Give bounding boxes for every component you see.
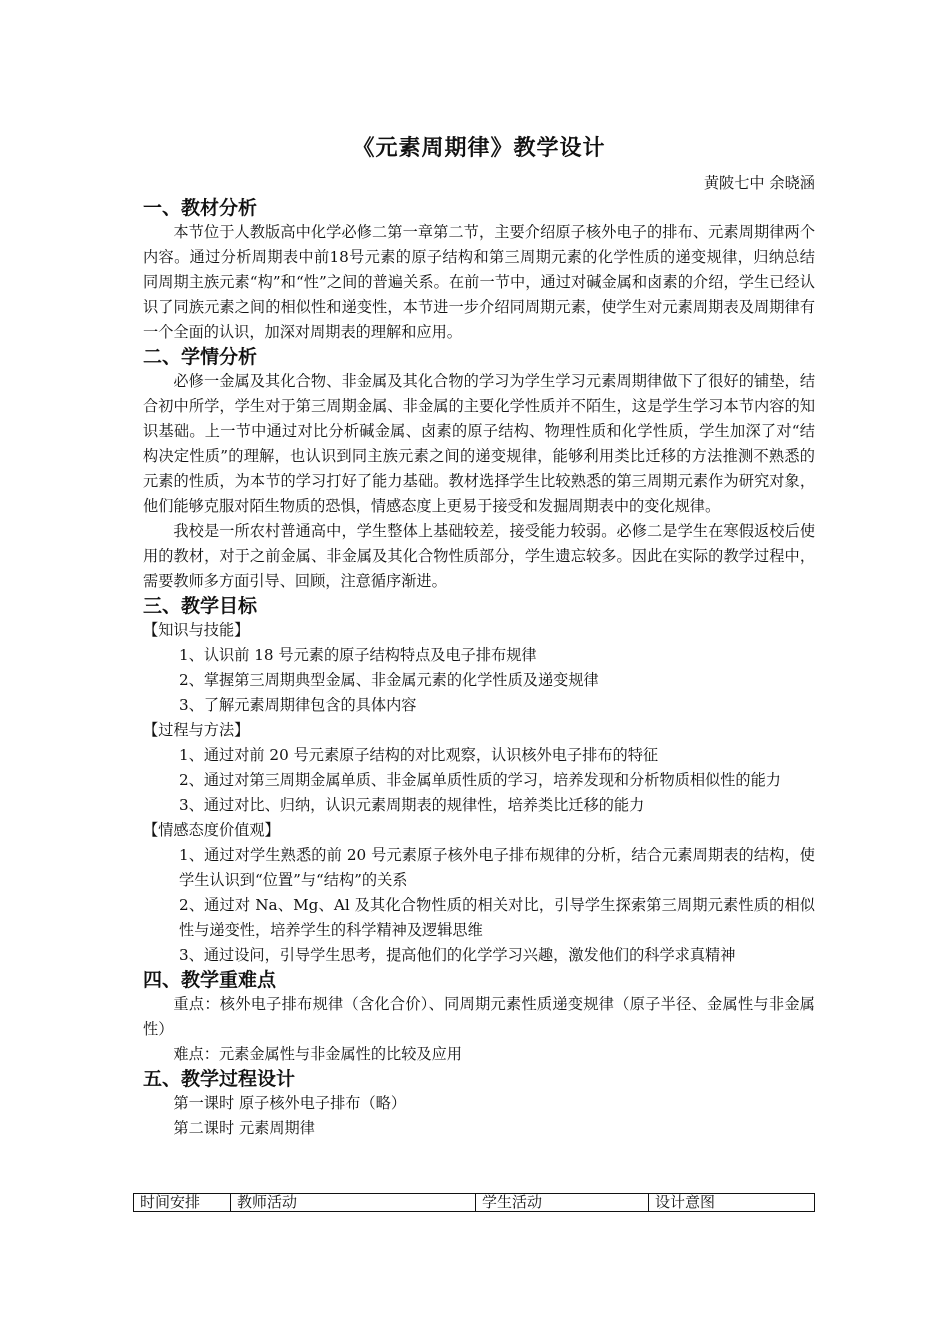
objective-item: 3、通过设问，引导学生思考，提高他们的化学学习兴趣，激发他们的科学求真精神 — [179, 946, 736, 964]
key-point-paragraph: 重点：核外电子排布规律（含化合价）、同周期元素性质递变规律（原子半径、金属性与非金属性） — [143, 995, 815, 1038]
textbook-analysis-paragraph: 本节位于人教版高中化学必修二第一章第二节，主要介绍原子核外电子的排布、元素周期律两个内容。通过分析周期表中前18号元素的原子结构和第三周期元素的化学性质的递变规律，归纳总结同周期主族元素“构”和“性”之间的普遍关系。在前一节中，通过对碱金属和卤素的介绍，学生已经认识了同族元素之间的相似性和递变性，本节进一步介绍同周期元素，使学生对元素周期表及周期律有一个全面的认识，加深对周期表的理解和应用。 — [143, 223, 815, 341]
objective-item: 2、掌握第三周期典型金属、非金属元素的化学性质及递变规律 — [179, 671, 599, 689]
table-header-cell: 时间安排 — [134, 1194, 231, 1212]
author-line: 黄陂七中 余晓涵 — [703, 174, 815, 192]
objective-category-process: 【过程与方法】 — [143, 721, 250, 739]
table-header-row — [134, 1194, 815, 1212]
student-analysis-paragraph-1: 必修一金属及其化合物、非金属及其化合物的学习为学生学习元素周期律做下了很好的铺垫，结合初中所学，学生对于第三周期金属、非金属的主要化学性质并不陌生，这是学生学习本节内容的知识基础。上一节中通过对比分析碱金属、卤素的原子结构、物理性质和化学性质，学生加深了对“结构决定性质”的理解，也认识到同主族元素之间的递变规律，能够利用类比迁移的方法推测不熟悉的元素的性质，为本节的学习打好了能力基础。教材选择学生比较熟悉的第三周期元素作为研究对象，他们能够克服对陌生物质的恐惧，情感态度上更易于接受和发掘周期表中的变化规律。 — [143, 372, 815, 515]
teaching-process-table — [133, 1193, 815, 1212]
table-header-cell: 学生活动 — [476, 1194, 649, 1212]
section-heading-objectives: 三、教学目标 — [143, 595, 258, 617]
lesson-one-line: 第一课时 原子核外电子排布（略） — [173, 1094, 407, 1112]
objective-item: 1、通过对学生熟悉的前 20 号元素原子核外电子排布规律的分析，结合元素周期表的结构，使学生认识到“位置”与“结构”的关系 — [179, 846, 815, 889]
section-heading-students: 二、学情分析 — [143, 346, 258, 368]
document-body — [143, 133, 815, 1141]
objective-category-knowledge: 【知识与技能】 — [143, 621, 250, 639]
lesson-two-line: 第二课时 元素周期律 — [173, 1119, 315, 1137]
document-title: 《元素周期律》教学设计 — [352, 135, 606, 161]
table-header-cell: 设计意图 — [649, 1194, 815, 1212]
table-header-cell: 教师活动 — [231, 1194, 476, 1212]
objective-item: 3、了解元素周期律包含的具体内容 — [179, 696, 417, 714]
objective-item: 1、认识前 18 号元素的原子结构特点及电子排布规律 — [179, 646, 537, 664]
objective-category-emotion: 【情感态度价值观】 — [143, 821, 280, 839]
objective-item: 2、通过对第三周期金属单质、非金属单质性质的学习，培养发现和分析物质相似性的能力 — [179, 771, 781, 789]
objective-item: 2、通过对 Na、Mg、Al 及其化合物性质的相关对比，引导学生探索第三周期元素性质的相似性与递变性，培养学生的科学精神及逻辑思维 — [179, 896, 815, 939]
difficult-point-paragraph: 难点：元素金属性与非金属性的比较及应用 — [173, 1045, 462, 1063]
objective-item: 3、通过对比、归纳，认识元素周期表的规律性，培养类比迁移的能力 — [179, 796, 645, 814]
section-heading-key-points: 四、教学重难点 — [143, 969, 277, 991]
section-heading-process: 五、教学过程设计 — [143, 1068, 296, 1090]
student-analysis-paragraph-2: 我校是一所农村普通高中，学生整体上基础较差，接受能力较弱。必修二是学生在寒假返校后使用的教材，对于之前金属、非金属及其化合物性质部分，学生遗忘较多。因此在实际的教学过程中，需要教师多方面引导、回顾，注意循序渐进。 — [143, 522, 815, 590]
section-heading-textbook: 一、教材分析 — [143, 197, 258, 219]
objective-item: 1、通过对前 20 号元素原子结构的对比观察，认识核外电子排布的特征 — [179, 746, 659, 764]
